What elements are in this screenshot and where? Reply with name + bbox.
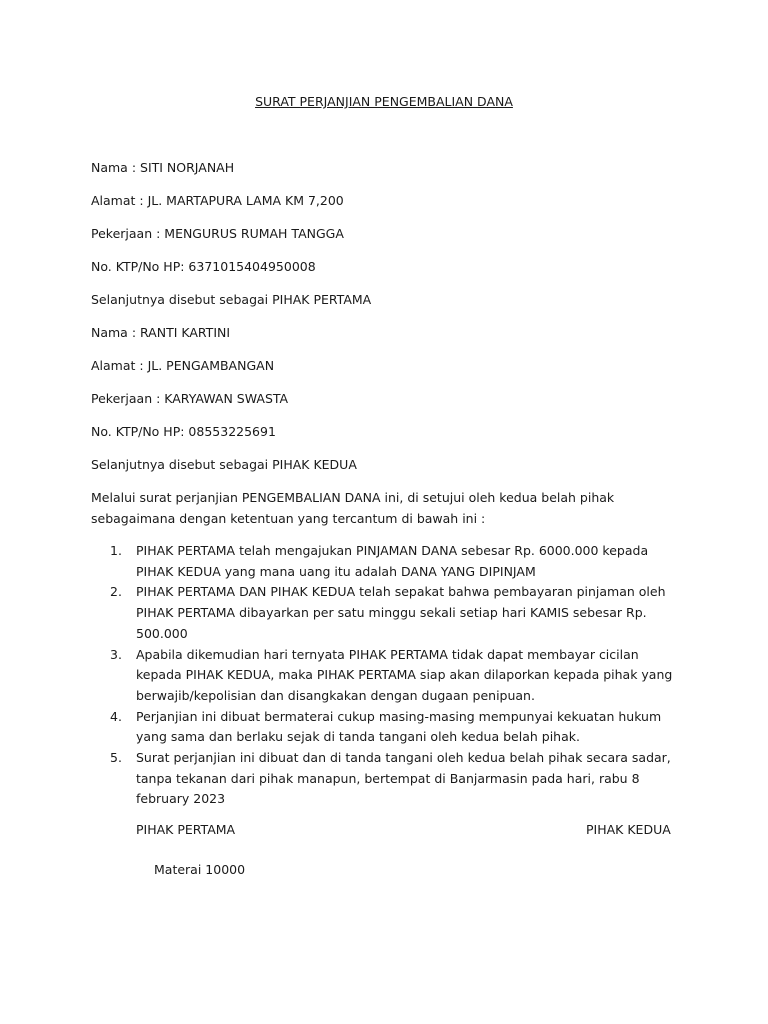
party-one-designation: Selanjutnya disebut sebagai PIHAK PERTAMA — [91, 292, 372, 307]
list-item — [110, 541, 680, 582]
list-item-text: PIHAK PERTAMA telah mengajukan PINJAMAN DANA sebesar Rp. 6000.000 kepada PIHAK KEDUA yang mana uang itu adalah DANA YANG DIPINJAM — [136, 543, 649, 579]
party-one-id: No. KTP/No HP: 6371015404950008 — [91, 259, 316, 274]
document-title: SURAT PERJANJIAN PENGEMBALIAN DANA — [255, 94, 513, 109]
list-item-number: 5. — [110, 750, 122, 766]
list-item-text: Apabila dikemudian hari ternyata PIHAK PERTAMA tidak dapat membayar cicilan kepada PIHAK KEDUA, maka PIHAK PERTAMA siap akan dilaporkan kepada pihak yang berwajib/kepolisian dan disangkakan dengan dugaan penipuan. — [136, 646, 673, 703]
list-item — [110, 645, 680, 707]
list-item-text: Perjanjian ini dibuat bermaterai cukup masing-masing mempunyai kekuatan hukum yang sama dan berlaku sejak di tanda tangani oleh kedua belah pihak. — [136, 708, 662, 745]
party-two-address: Alamat : JL. PENGAMBANGAN — [91, 358, 275, 373]
list-item — [110, 707, 680, 748]
list-item-number: 3. — [110, 646, 122, 662]
list-item — [110, 748, 680, 810]
list-item-text: PIHAK PERTAMA DAN PIHAK KEDUA telah sepakat bahwa pembayaran pinjaman oleh PIHAK PERTAMA dibayarkan per satu minggu sekali setiap hari KAMIS sebesar Rp. 500.000 — [136, 584, 666, 641]
party-one-address: Alamat : JL. MARTAPURA LAMA KM 7,200 — [91, 193, 344, 208]
list-item-number: 2. — [110, 584, 122, 600]
party-two-name: Nama : RANTI KARTINI — [91, 325, 231, 340]
list-item-text: Surat perjanjian ini dibuat dan di tanda tangani oleh kedua belah pihak secara sadar, tanpa tekanan dari pihak manapun, bertempat di Banjarmasin pada hari, rabu 8 february 2023 — [136, 750, 671, 807]
list-item-number: 1. — [110, 543, 122, 558]
stamp-duty-note: Materai 10000 — [154, 862, 246, 877]
party-two-id: No. KTP/No HP: 08553225691 — [91, 424, 276, 439]
party-one-job: Pekerjaan : MENGURUS RUMAH TANGGA — [91, 226, 344, 241]
party-one-name: Nama : SITI NORJANAH — [91, 160, 235, 175]
signature-label-party-two: PIHAK KEDUA — [586, 822, 671, 837]
terms-list — [110, 541, 680, 810]
party-two-designation: Selanjutnya disebut sebagai PIHAK KEDUA — [91, 457, 357, 472]
party-two-job: Pekerjaan : KARYAWAN SWASTA — [91, 391, 289, 406]
list-item — [110, 582, 680, 644]
list-item-number: 4. — [110, 708, 122, 724]
signature-label-party-one: PIHAK PERTAMA — [136, 822, 236, 837]
intro-paragraph: Melalui surat perjanjian PENGEMBALIAN DANA ini, di setujui oleh kedua belah pihak sebagaimana dengan ketentuan yang tercantum di bawah ini : — [91, 490, 615, 526]
